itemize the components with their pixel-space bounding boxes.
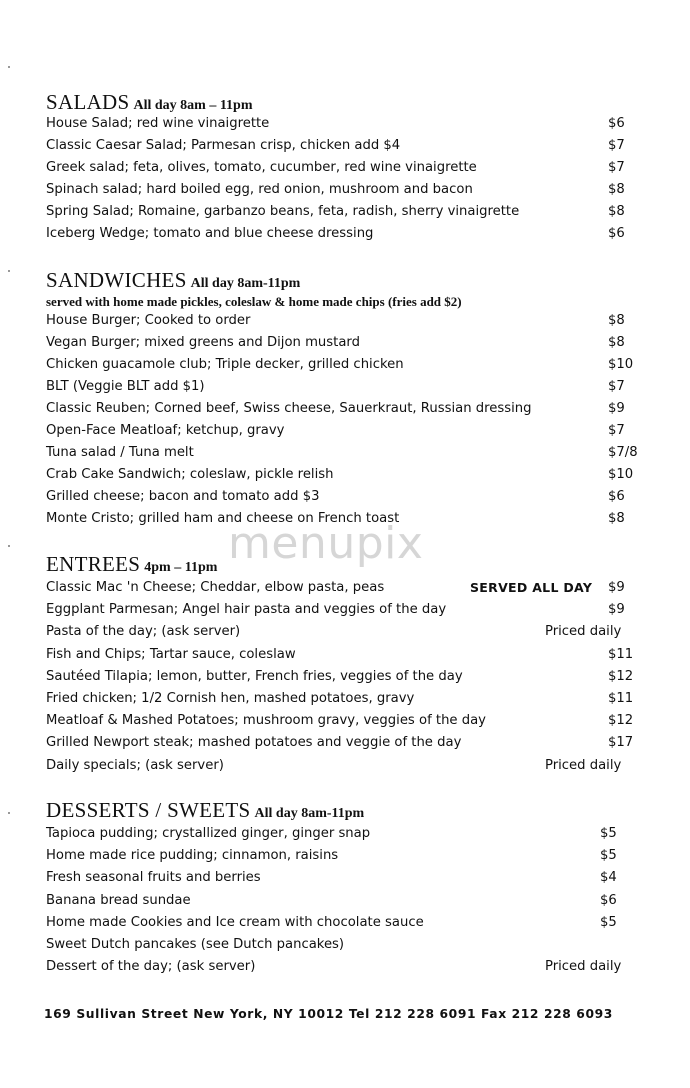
scan-speck [8, 812, 10, 814]
item-price: $11 [608, 646, 634, 662]
item-name: Spring Salad; Romaine, garbanzo beans, feta, radish, sherry vinaigrette [46, 204, 520, 219]
item-price: $9 [608, 401, 625, 416]
item-price: $12 [608, 668, 634, 684]
item-name: Home made Cookies and Ice cream with chocolate sauce [46, 914, 424, 930]
item-price: $5 [600, 848, 617, 864]
item-name: Classic Caesar Salad; Parmesan crisp, chicken add $4 [46, 138, 401, 153]
item-price: $9 [608, 602, 625, 618]
salads-hours: All day 8am – 11pm [133, 98, 253, 113]
item-name: Classic Mac 'n Cheese; Cheddar, elbow pasta, peas [46, 580, 385, 595]
sandwiches-hours: All day 8am-11pm [190, 276, 301, 291]
item-price: $12 [608, 713, 634, 729]
item-name: Sweet Dutch pancakes (see Dutch pancakes) [46, 937, 345, 952]
item-price: $11 [608, 691, 634, 706]
item-price: Priced daily [545, 624, 622, 640]
item-price: $5 [600, 826, 617, 841]
entrees-hours: 4pm – 11pm [144, 560, 218, 575]
item-name: Banana bread sundae [46, 892, 191, 908]
item-name: Greek salad; feta, olives, tomato, cucumber, red wine vinaigrette [46, 160, 477, 175]
item-price: $9 [608, 580, 625, 595]
item-name: Tuna salad / Tuna melt [46, 445, 194, 460]
item-name: Spinach salad; hard boiled egg, red onion, mushroom and bacon [46, 182, 473, 197]
item-name: Classic Reuben; Corned beef, Swiss cheese, Sauerkraut, Russian dressing [46, 401, 532, 416]
sandwiches-title [46, 268, 300, 293]
item-price: $5 [600, 914, 617, 930]
item-name: Iceberg Wedge; tomato and blue cheese dressing [46, 226, 374, 241]
item-name: Crab Cake Sandwich; coleslaw, pickle relish [46, 467, 334, 482]
item-name: Sautéed Tilapia; lemon, butter, French fries, veggies of the day [46, 668, 463, 684]
scan-speck [8, 270, 10, 272]
watermark: menupix [228, 518, 424, 569]
item-name: Tapioca pudding; crystallized ginger, ginger snap [46, 826, 371, 841]
scan-speck [8, 66, 10, 68]
item-price: $6 [600, 892, 617, 908]
item-price: Priced daily [545, 959, 622, 975]
item-name: Vegan Burger; mixed greens and Dijon mustard [46, 335, 360, 350]
item-price: $6 [608, 489, 625, 504]
item-price: $8 [608, 511, 625, 526]
item-price: $8 [608, 204, 625, 219]
item-name: Dessert of the day; (ask server) [46, 959, 256, 975]
desserts-heading: DESSERTS / SWEETS [46, 798, 251, 822]
salads-heading: SALADS [46, 90, 130, 114]
item-price: $10 [608, 357, 634, 372]
item-price: $6 [608, 226, 625, 241]
item-name: Fish and Chips; Tartar sauce, coleslaw [46, 646, 296, 662]
item-price: $8 [608, 313, 625, 328]
item-name: BLT (Veggie BLT add $1) [46, 379, 205, 394]
item-name: Monte Cristo; grilled ham and cheese on French toast [46, 511, 400, 526]
item-price: $8 [608, 335, 625, 350]
item-price: $7 [608, 138, 625, 153]
desserts-title [46, 798, 364, 823]
sandwiches-note: served with home made pickles, coleslaw & home made chips (fries add $2) [46, 294, 462, 309]
item-name: Grilled Newport steak; mashed potatoes and veggie of the day [46, 735, 462, 751]
item-name: Meatloaf & Mashed Potatoes; mushroom gravy, veggies of the day [46, 713, 486, 729]
item-price: $17 [608, 735, 634, 751]
item-name: Grilled cheese; bacon and tomato add $3 [46, 489, 320, 504]
item-name: Open-Face Meatloaf; ketchup, gravy [46, 423, 285, 438]
entrees-title [46, 552, 217, 577]
item-name: Fried chicken; 1/2 Cornish hen, mashed potatoes, gravy [46, 691, 415, 706]
sandwiches-heading: SANDWICHES [46, 268, 187, 292]
item-price: $7 [608, 423, 625, 438]
item-name: Fresh seasonal fruits and berries [46, 870, 261, 886]
scan-speck [8, 545, 10, 547]
salads-title [46, 90, 253, 115]
item-price: $7 [608, 379, 625, 394]
item-price: $4 [600, 870, 617, 886]
item-price: $10 [608, 467, 634, 482]
item-price: Priced daily [545, 757, 622, 773]
desserts-hours: All day 8am-11pm [254, 806, 365, 821]
entrees-heading: ENTREES [46, 552, 141, 576]
item-name: House Salad; red wine vinaigrette [46, 116, 270, 131]
footer-address: 169 Sullivan Street New York, NY 10012 Tel 212 228 6091 Fax 212 228 6093 [44, 1007, 613, 1021]
served-all-day-tag: SERVED ALL DAY [470, 580, 593, 595]
item-name: Daily specials; (ask server) [46, 757, 224, 773]
item-name: House Burger; Cooked to order [46, 313, 251, 328]
item-name: Home made rice pudding; cinnamon, raisins [46, 848, 339, 864]
item-name: Pasta of the day; (ask server) [46, 624, 241, 640]
item-name: Chicken guacamole club; Triple decker, grilled chicken [46, 357, 404, 372]
item-price: $8 [608, 182, 625, 197]
item-price: $6 [608, 116, 625, 131]
item-price: $7 [608, 160, 625, 175]
item-name: Eggplant Parmesan; Angel hair pasta and veggies of the day [46, 602, 447, 618]
item-price: $7/8 [608, 445, 638, 460]
